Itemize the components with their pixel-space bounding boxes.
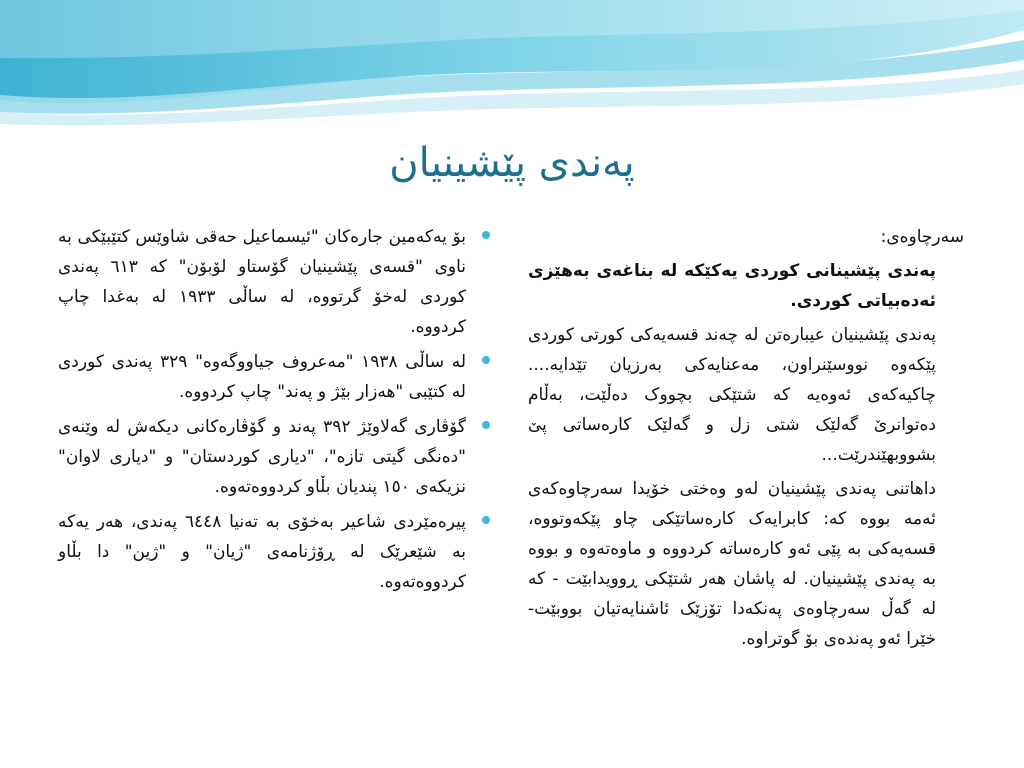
bullet-text: لە ساڵی ١٩٣٨ "مەعروف جیاووگەوە" ٣٢٩ پەندی کوردی لە کتێبی "هەزار بێژ و پەند" چاپ کردووە. — [58, 352, 467, 402]
bullet-text: بۆ یەکەمین جارەکان "ئیسماعیل حەقی شاوێس کتێبێکی بە ناوی "قسەی پێشینیان گۆستاو لۆبۆن" کە ٦١٣ پەندی کوردی لەخۆ گرتووە، لە ساڵی ١٩٣٣ لە بەغدا چاپ کردووە. — [58, 227, 466, 337]
source-label: سەرچاوەی: — [880, 227, 964, 247]
bullet-icon — [482, 421, 490, 429]
bullet-icon — [482, 231, 490, 239]
header-wave-decoration — [0, 0, 1024, 130]
bullet-icon — [482, 516, 490, 524]
bullet-text: پیرەمێردی شاعیر بەخۆی بە تەنیا ٦٤٤٨ پەندی، هەر یەکە بە شێعرێک لە ڕۆژنامەی "ژیان" و "ژین" دا بڵاو کردووەتەوە. — [58, 512, 466, 592]
list-item — [58, 507, 492, 597]
paragraph-definition: پەندی پێشینیان عیبارەتن لە چەند قسەیەکی کورتی کوردی پێکەوە نووسێنراون، مەعنایەکی بەرزیان تێدایە.... چاکیەکەی ئەوەیە کە شتێکی بچووک دەڵێت، بەڵام دەتوانرێ گەلێک شتی زل و گەلێک کارەساتی پێ بشووبهێندرێت... — [528, 325, 936, 465]
list-item — [58, 222, 492, 342]
left-column — [58, 222, 492, 602]
right-column — [528, 222, 964, 658]
bullet-text: گۆڤاری گەلاوێژ ٣٩٢ پەند و گۆڤارەکانی دیکەش لە وێنەی "دەنگی گیتی تازە"، "دیاری کوردستان" و "دیاری لاوان" نزیکەی ١٥٠ پندیان بڵاو کردووەتەوە. — [58, 417, 467, 497]
slide-title: پەندی پێشینیان — [389, 140, 635, 186]
list-item — [58, 347, 492, 407]
bullet-icon — [482, 356, 490, 364]
list-item — [58, 412, 492, 502]
paragraph-origin: داهاتنی پەندی پێشینیان لەو وەختی خۆیدا سەرچاوەکەی ئەمە بووە کە: کابرایەک کارەساتێکی چاو پێکەوتووە، قسەیەکی بە پێی ئەو کارەساتە کردووە و ماوەتەوە و بووە بە پەندی پێشینیان. لە پاشان هەر شتێکی ڕوویدابێت - کە لە گەڵ سەرچاوەی پەنکەدا تۆزێک ئاشنایەتیان بووبێت- خێرا ئەو پەندەی بۆ گوتراوە. — [528, 479, 936, 649]
column-heading: پەندی پێشینانی کوردی یەکێکە لە بناغەی بەهێزی ئەدەبیاتی کوردی. — [528, 261, 936, 311]
